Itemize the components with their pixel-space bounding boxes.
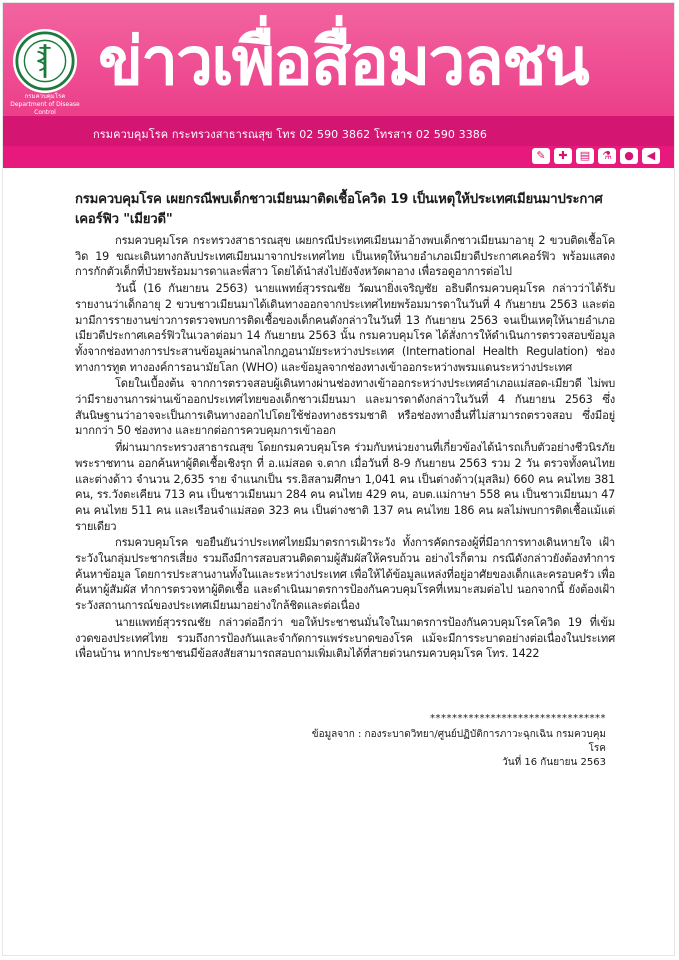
article-paragraph: ที่ผ่านมากระทรวงสาธารณสุข โดยกรมควบคุมโรค ร่วมกับหน่วยงานที่เกี่ยวข้องได้นำรถเก็บตัวอย่างชีวนิรภัย พระราชทาน ออกค้นหาผู้ติดเชื้อเชิงรุก ที่ อ.แม่สอด จ.ตาก เมื่อวันที่ 8-9 กันยายน 2563 รวม 2 วัน ตรวจทั้งคนไทยและต่างด้าว จำนวน 2,635 ราย จำแนกเป็น รร.อิสลามศึกษา 1,041 คน เป็นต่างด้าว(มุสลิม) 660 คน คนไทย 381 คน, รร.วังตะเคียน 713 คน เป็นชาวเมียนมา 284 คน คนไทย 429 คน, อบต.แม่กาษา 558 คน เป็นชาวเมียนมา 47 คน คนไทย 511 คน และเรือนจำแม่สอด 323 คน เป็นต่างชาติ 137 คน คนไทย 186 คน ผลไม่พบการติดเชื้อแม้แต่รายเดียว — [75, 441, 615, 533]
header-icon-row — [532, 148, 660, 166]
article-paragraph: กรมควบคุมโรค กระทรวงสาธารณสุข เผยกรณีประเทศเมียนมาอ้างพบเด็กชาวเมียนมาอายุ 2 ขวบติดเชื้อโควิด 19 ขณะเดินทางกลับประเทศเมียนมาจากประเทศไทย เป็นเหตุให้นายอำเภอเมียวดีประกาศเคอร์ฟิว พร้อมแสดงการกักตัวเด็กที่ป่วยพร้อมมารดาและพี่สาว โดยได้นำส่งไปยังจังหวัดผาอาง เพื่อรอดูอาการต่อไป — [75, 234, 615, 279]
contact-info: กรมควบคุมโรค กระทรวงสาธารณสุข โทร 02 590 3862 โทรสาร 02 590 3386 — [93, 128, 488, 141]
megaphone-icon: ◀ — [642, 148, 660, 164]
lab-flask-icon: ⚗ — [598, 148, 616, 164]
document-icon: ▤ — [576, 148, 594, 164]
article-paragraph: วันนี้ (16 กันยายน 2563) นายแพทย์สุวรรณชัย วัฒนายิ่งเจริญชัย อธิบดีกรมควบคุมโรค กล่าวว่าได้รับรายงานว่าเด็กอายุ 2 ขวบชาวเมียนมาได้เดินทางออกจากประเทศไทยพร้อมมารดาในวันที่ 4 กันยายน 2563 และต่อมามีการรายงานข่าวการตรวจพบการติดเชื้อของเด็กคนดังกล่าวในวันที่ 13 กันยายน 2563 จนเป็นเหตุให้นายอำเภอเมียวดีประกาศเคอร์ฟิวในเวลาต่อมา 14 กันยายน 2563 นั้น กรมควบคุมโรค ได้สั่งการให้ดำเนินการตรวจสอบข้อมูลทั้งจากช่องทางการประสานข้อมูลผ่านกลไกกฎอนามัยระหว่างประเทศ (International Health Regulation) ช่องทางการทูต ทางองค์การอนามัยโลก (WHO) และข้อมูลจากช่องทางเข้าออกระหว่างพรมแดนระหว่างประเทศ — [75, 282, 615, 374]
separator-stars: ******************************** — [430, 713, 606, 724]
article-paragraph: นายแพทย์สุวรรณชัย กล่าวต่ออีกว่า ขอให้ประชาชนมั่นใจในมาตรการป้องกันควบคุมโรคโควิด 19 ที่เข้มงวดของประเทศไทย รวมถึงการป้องกันและจำกัดการแพร่ระบาดของโรค แม้จะมีการระบาดอย่างต่อเนื่องในประเทศเพื่อนบ้าน หากประชาชนมีข้อสงสัยสามารถสอบถามเพิ่มเติมได้ที่สายด่วนกรมควบคุมโรค โทร. 1422 — [75, 615, 615, 661]
logo-caption — [7, 93, 83, 117]
signature-block — [300, 712, 606, 770]
article-body — [75, 190, 615, 663]
article-paragraph: กรมควบคุมโรค ขอยืนยันว่าประเทศไทยมีมาตรการเฝ้าระวัง ทั้งการคัดกรองผู้ที่มีอาการทางเดินหายใจ เฝ้าระวังในกลุ่มประชากรเสี่ยง รวมถึงมีการสอบสวนติดตามผู้สัมผัสให้ครบถ้วน อย่างไรก็ตาม กรณีดังกล่าวยังต้องทำการค้นหาข้อมูล โดยการประสานงานทั้งในและระหว่างประเทศ เพื่อให้ได้ข้อมูลแหล่งที่อยู่อาศัยของเด็กและครอบครัว เพื่อค้นหาผู้สัมผัส ทำการตรวจหาผู้ติดเชื้อ และดำเนินมาตรการป้องกันควบคุมโรคที่เหมาะสมต่อไป นอกจากนี้ ยังต้องเฝ้าระวังสถานการณ์ของประเทศเมียนมาอย่างใกล้ชิดและต่อเนื่อง — [75, 536, 615, 613]
article-paragraph: โดยในเบื้องต้น จากการตรวจสอบผู้เดินทางผ่านช่องทางเข้าออกระหว่างประเทศอำเภอแม่สอด-เมียวดี ไม่พบว่ามีรายงานการผ่านเข้าออกประเทศไทยของเด็กชาวเมียนมา และมารดาดังกล่าวในวันที่ 4 กันยายน 2563 ซึ่งสันนิษฐานว่าอาจจะเป็นการเดินทางออกไปโดยใช้ช่องทางธรรมชาติ หรือช่องทางอื่นที่ไม่สามารถตรวจสอบ ซึ่งมีอยู่มากกว่า 50 ช่องทาง และยากต่อการควบคุมการเข้าออก — [75, 377, 615, 438]
chat-bubble-icon: ● — [620, 148, 638, 164]
masthead-title: ข่าวเพื่อสื่อมวลชน — [98, 23, 588, 100]
date-line: วันที่ 16 กันยายน 2563 — [502, 757, 606, 768]
press-release-header — [3, 3, 674, 168]
logo-text-thai: กรมควบคุมโรค — [24, 93, 66, 100]
syringe-icon: ✎ — [532, 148, 550, 164]
article-headline: กรมควบคุมโรค เผยกรณีพบเด็กชาวเมียนมาติดเชื้อโควิด 19 เป็นเหตุให้ประเทศเมียนมาประกาศเคอร์ฟิว "เมียวดี" — [75, 192, 603, 227]
department-of-disease-control-seal-icon — [13, 29, 77, 93]
logo-text-english: Department of Disease Control — [10, 101, 80, 116]
first-aid-icon: ✚ — [554, 148, 572, 164]
source-line: ข้อมูลจาก : กองระบาดวิทยา/ศูนย์ปฏิบัติการภาวะฉุกเฉิน กรมควบคุมโรค — [311, 729, 606, 754]
